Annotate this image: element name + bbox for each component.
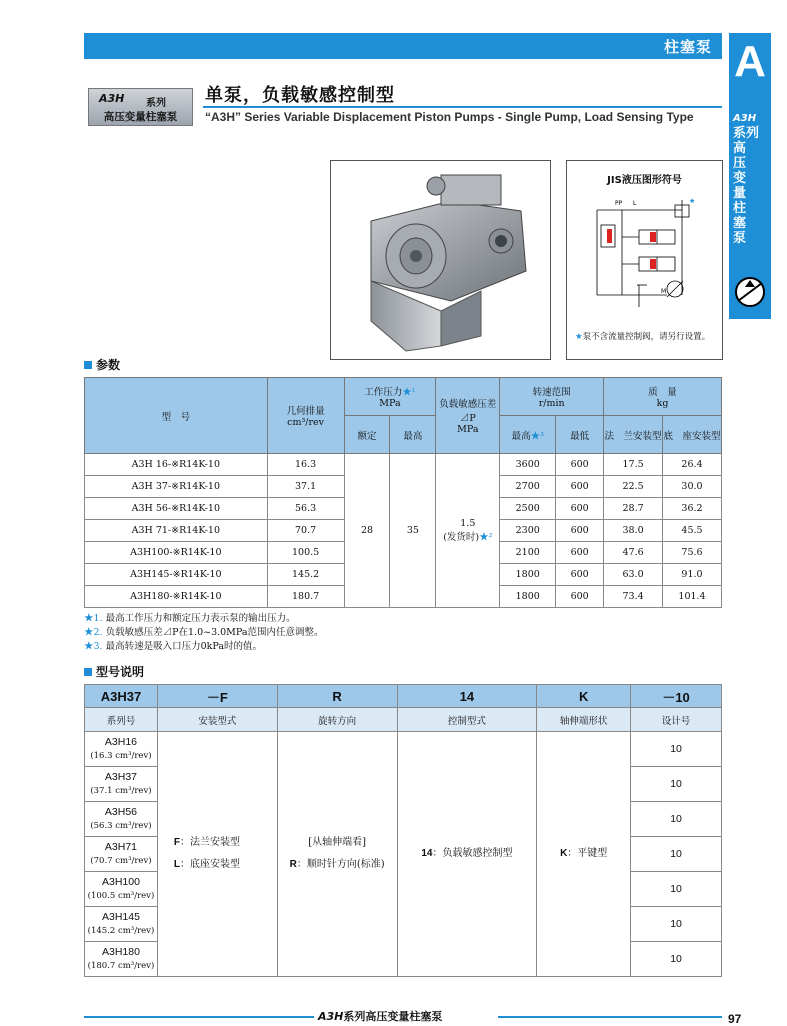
footnote: ★1. 最高工作压力和额定压力表示泵的输出压力。: [84, 613, 296, 624]
piston-pump-image: [331, 161, 550, 359]
tab-series-logo: A3H: [733, 113, 757, 124]
table-row: A3H 16-※R14K-10 16.3 28 35 1.5 (发货时)★² 3600 600 17.5 26.4: [85, 454, 722, 476]
footnotes: [84, 612, 324, 654]
table-row: A3H100-※R14K-10 100.5 2100 600 47.6 75.6: [85, 542, 722, 564]
series-label: 系列: [146, 98, 166, 109]
footer-title: A3H系列高压变量柱塞泵: [318, 1010, 443, 1023]
series-name: 高压变量柱塞泵: [103, 111, 178, 123]
series-option: A3H37 (37.1 cm³/rev): [85, 767, 158, 802]
square-bullet-icon: [84, 668, 92, 676]
col-speed-min: 最低: [556, 416, 604, 454]
page-title: 单泵，负载敏感控制型: [205, 85, 395, 106]
jis-note: ★泵不含流量控制阀，请另行设置。: [575, 332, 711, 342]
model-code-heading: 型号说明: [84, 663, 144, 680]
series-option: A3H180 (180.7 cm³/rev): [85, 942, 158, 977]
table-row: A3H 71-※R14K-10 70.7 2300 600 38.0 45.5: [85, 520, 722, 542]
design-option: 10: [631, 872, 722, 907]
jis-star-mark: ★: [689, 197, 696, 205]
tab-letter: A: [734, 37, 766, 86]
page-subtitle: “A3H” Series Variable Displacement Piston Pumps - Single Pump, Load Sensing Type: [205, 110, 694, 124]
col-load-sensing: 负载敏感压差⊿P MPa: [436, 378, 500, 454]
design-option: 10: [631, 837, 722, 872]
rated-pressure-cell: 28: [344, 454, 390, 608]
title-divider: [203, 106, 722, 108]
series-option: A3H16 (16.3 cm³/rev): [85, 732, 158, 767]
table-row: A3H145-※R14K-10 145.2 1800 600 63.0 91.0: [85, 564, 722, 586]
col-rated: 额定: [344, 416, 390, 454]
code-mount: －F: [157, 685, 277, 708]
port-m-label: M: [661, 288, 667, 295]
mount-options: F：法兰安装型 L：底座安装型: [157, 732, 277, 977]
category-title: 柱塞泵: [663, 38, 712, 56]
design-option: 10: [631, 732, 722, 767]
hydraulic-circuit-diagram: [567, 185, 722, 335]
footnote: ★2. 负载敏感压差⊿P在1.0~3.0MPa范围内任意调整。: [84, 627, 324, 638]
series-option: A3H145 (145.2 cm³/rev): [85, 907, 158, 942]
control-options: 14：负载敏感控制型: [397, 732, 537, 977]
rotation-options: [从轴伸端看] R：顺时针方向(标准): [277, 732, 397, 977]
col-flange-mass: 法 兰安装型: [604, 416, 663, 454]
col-pressure: 工作压力★¹ MPa: [344, 378, 436, 416]
col-mass: 质 量 kg: [604, 378, 722, 416]
footnote: ★3. 最高转速是吸入口压力0kPa时的值。: [84, 641, 263, 652]
top-header-bar: [84, 33, 722, 59]
col-speed-max: 最高★³: [500, 416, 556, 454]
col-displacement: 几何排量 cm³/rev: [267, 378, 344, 454]
section-side-tab[interactable]: [729, 33, 771, 319]
tab-series-text: A3H 系列 高 压 变 量 柱 塞 泵: [733, 111, 773, 246]
col-foot-mass: 底 座安装型: [663, 416, 722, 454]
table-row: A3H 37-※R14K-10 37.1 2700 600 22.5 30.0: [85, 476, 722, 498]
code-control: 14: [397, 685, 537, 708]
shaft-options: K：平键型: [537, 732, 631, 977]
jis-symbol-panel: [566, 160, 723, 360]
design-option: 10: [631, 942, 722, 977]
product-photo: [330, 160, 551, 360]
code-series: A3H37: [85, 685, 158, 708]
jis-title: JIS液压图形符号: [607, 175, 682, 186]
design-option: 10: [631, 907, 722, 942]
square-bullet-icon: [84, 361, 92, 369]
table-row: A3H 56-※R14K-10 56.3 2500 600 28.7 36.2: [85, 498, 722, 520]
code-rotation: R: [277, 685, 397, 708]
design-option: 10: [631, 767, 722, 802]
col-speed: 转速范围 r/min: [500, 378, 604, 416]
table-row: A3H180-※R14K-10 180.7 1800 600 73.4 101.4: [85, 586, 722, 608]
series-option: A3H71 (70.7 cm³/rev): [85, 837, 158, 872]
ls-pressure-cell: 1.5 (发货时)★²: [436, 454, 500, 608]
port-l-label: L: [633, 200, 637, 207]
max-pressure-cell: 35: [390, 454, 436, 608]
footer-logo: A3H: [318, 1010, 344, 1023]
page-number: 97: [728, 1012, 742, 1026]
port-pp-label: PP: [615, 200, 623, 207]
model-code-table: A3H37 －F R 14 K －10 系列号 安装型式 旋转方向 控制型式 轴伸端形状 设计号 A3H16 (16.3 cm³/rev) F：法兰安装型 L：底座安装型 [从轴伸端看] R：顺时针方向(标准) 14：负载敏感控制型 K：平键型 10 A3H37 (37.1 cm³/rev) 10 A3H56 (56.3 cm³/rev) 10 A3H71 (70.7 cm³/rev) 10 A3H100 (100.5 cm³/rev) 10 A3H145 (145.2 cm³/rev) 10 A3H180 (180.7 cm³/rev) 10: [84, 684, 722, 977]
series-option: A3H56 (56.3 cm³/rev): [85, 802, 158, 837]
col-model: 型 号: [85, 378, 268, 454]
code-shaft: K: [537, 685, 631, 708]
code-design: －10: [631, 685, 722, 708]
series-badge: [88, 88, 193, 126]
params-table: [84, 377, 722, 608]
pump-symbol-icon: [733, 275, 767, 309]
footer-divider: [498, 1016, 722, 1018]
series-logo: A3H: [99, 92, 125, 105]
footer-divider: [84, 1016, 314, 1018]
params-heading: 参数: [84, 356, 120, 373]
series-option: A3H100 (100.5 cm³/rev): [85, 872, 158, 907]
design-option: 10: [631, 802, 722, 837]
col-max-pressure: 最高: [390, 416, 436, 454]
